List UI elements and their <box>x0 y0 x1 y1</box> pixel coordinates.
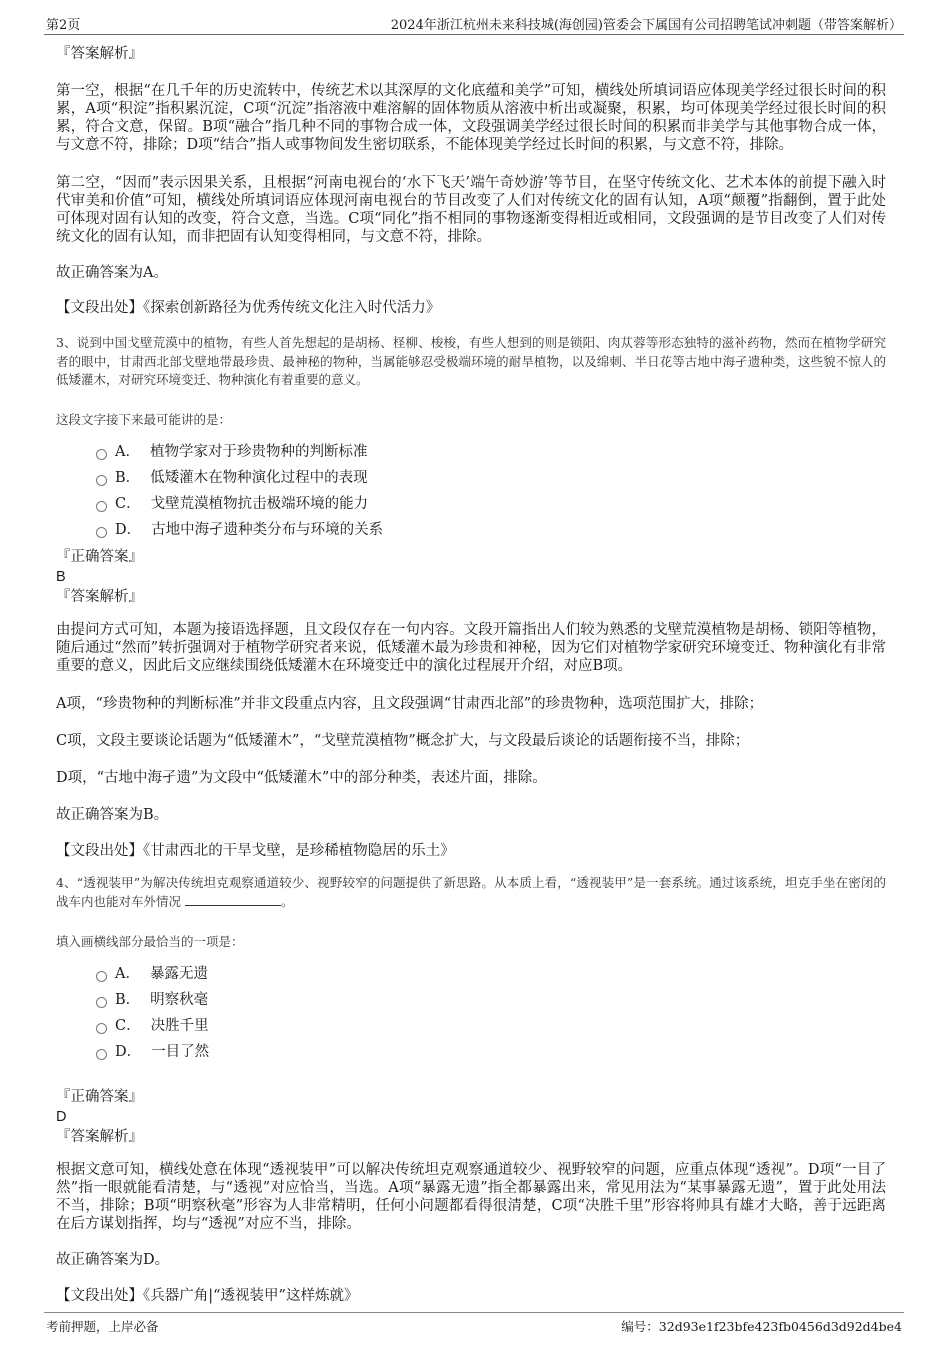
q3-answer: B <box>56 569 66 586</box>
q4-conclusion: 故正确答案为D。 <box>56 1252 170 1269</box>
q4-prompt: 填入画横线部分最恰当的一项是： <box>56 933 244 949</box>
radio-icon[interactable] <box>96 449 107 460</box>
q3-analysis-p3: C项，文段主要谈论话题为“低矮灌木”，“戈壁荒漠植物”概念扩大，与文段最后谈论的话题衔接不当，排除； <box>56 733 750 750</box>
prev-analysis-label: 『答案解析』 <box>56 46 143 62</box>
q4-analysis-p1: 根据文意可知，横线处意在体现“透视装甲”可以解决传统坦克观察通道较少、视野较窄的问题，应重点体现“透视”。D项“一目了然”指一眼就能看清楚，与“透视”对应恰当，当选。A项“暴露无遗”指全都暴露出来，常见用法为“某事暴露无遗”，置于此处用法不当，排除；B项“明察秋毫”形容为人非常精明，任何小问题都看得很清楚，C项“决胜千里”形容将帅具有雄才大略，善于远距离在后方谋划指挥，均与“透视”对应不当，排除。 <box>56 1162 886 1233</box>
q3-analysis-p2: A项，“珍贵物种的判断标准”并非文段重点内容，且文段强调“甘肃西北部”的珍贵物种，选项范围扩大，排除； <box>56 696 764 713</box>
q4-answer: D <box>56 1109 67 1126</box>
prev-analysis-p1: 第一空，根据“在几千年的历史流转中，传统艺术以其深厚的文化底蕴和美学”可知，横线处所填词语应体现美学经过很长时间的积累，A项“积淀”指积累沉淀，C项“沉淀”指溶液中难溶解的固体物质从溶液中析出或凝聚，积累，均可体现美学经过很长时间的积累，符合文意，保留。B项“融合”指几种不同的事物合成一体，文段强调美学经过很长时间的积累而非美学与其他事物合成一体，与文意不符，排除；D项“结合”指人或事物间发生密切联系，不能体现美学经过长时间的积累，与文意不符，排除。 <box>56 83 886 153</box>
radio-icon[interactable] <box>96 1049 107 1060</box>
q3-analysis-label: 『答案解析』 <box>56 589 143 606</box>
document-body <box>56 44 886 1305</box>
document-title: 2024年浙江杭州未来科技城(海创园)管委会下属国有公司招聘笔试冲刺题（带答案解析） <box>390 18 902 33</box>
page-header <box>44 12 904 35</box>
radio-icon[interactable] <box>96 971 107 982</box>
q4-source: 【文段出处】《兵器广角|“透视装甲”这样炼就》 <box>56 1288 359 1305</box>
radio-icon[interactable] <box>96 997 107 1008</box>
prev-conclusion: 故正确答案为A。 <box>56 265 168 281</box>
fill-blank <box>185 893 281 906</box>
q3-options <box>56 439 886 543</box>
q4-option-a[interactable]: A． 暴露无遗 <box>96 961 886 987</box>
q4-option-d[interactable]: D． 一目了然 <box>96 1039 886 1065</box>
page-number: 第2页 <box>46 18 81 33</box>
q3-analysis-p4: D项，“古地中海孑遗”为文段中“低矮灌木”中的部分种类，表述片面，排除。 <box>56 770 547 787</box>
q4-answer-label: 『正确答案』 <box>56 1089 143 1106</box>
radio-icon[interactable] <box>96 501 107 512</box>
q3-source: 【文段出处】《甘肃西北的干旱戈壁，是珍稀植物隐居的乐土》 <box>56 843 455 860</box>
footer-slogan: 考前押题，上岸必备 <box>46 1319 159 1334</box>
q4-option-c[interactable]: C． 决胜千里 <box>96 1013 886 1039</box>
document-code: 编号：32d93e1f23bfe423fb0456d3d92d4be4 <box>621 1319 902 1334</box>
q3-option-a[interactable]: A． 植物学家对于珍贵物种的判断标准 <box>96 439 886 465</box>
q4-stem: 4、“透视装甲”为解决传统坦克观察通道较少、视野较窄的问题提供了新思路。从本质上看，“透视装甲”是一套系统。通过该系统，坦克手坐在密闭的战车内也能对车外情况 。 <box>56 875 886 909</box>
q3-option-c[interactable]: C． 戈壁荒漠植物抗击极端环境的能力 <box>96 491 886 517</box>
q3-stem: 3、说到中国戈壁荒漠中的植物，有些人首先想起的是胡杨、柽柳、梭梭，有些人想到的则是锁阳、肉苁蓉等形态独特的滋补药物，然而在植物学研究者的眼中，甘肃西北部戈壁地带最珍贵、最神秘的物种，当属能够忍受极端环境的耐旱植物，以及绵刺、半日花等古地中海孑遗种类，这些貌不惊人的低矮灌木，对研究环境变迁、物种演化有着重要的意义。 <box>56 335 886 388</box>
q3-answer-label: 『正确答案』 <box>56 549 143 566</box>
prev-source: 【文段出处】《探索创新路径为优秀传统文化注入时代活力》 <box>56 300 441 316</box>
q4-analysis-label: 『答案解析』 <box>56 1129 143 1146</box>
radio-icon[interactable] <box>96 527 107 538</box>
radio-icon[interactable] <box>96 475 107 486</box>
radio-icon[interactable] <box>96 1023 107 1034</box>
q4-options <box>56 961 886 1065</box>
q4-option-b[interactable]: B． 明察秋毫 <box>96 987 886 1013</box>
prev-analysis-p2: 第二空，“因而”表示因果关系，且根据“河南电视台的‘水下飞天’端午奇妙游’等节目，在坚守传统文化、艺术本体的前提下融入时代审美和价值”可知，横线处所填词语应体现河南电视台的节目改变了人们对传统文化的固有认知，A项“颠覆”指翻倒，置于此处可体现对固有认知的改变，符合文意，当选。C项“同化”指不相同的事物逐渐变得相近或相同，文段强调的是节目改变了人们对传统文化的固有认知，而非把固有认知变得相同，与文意不符，排除。 <box>56 175 886 245</box>
q3-conclusion: 故正确答案为B。 <box>56 807 169 824</box>
q3-prompt: 这段文字接下来最可能讲的是： <box>56 411 232 427</box>
q3-option-b[interactable]: B． 低矮灌木在物种演化过程中的表现 <box>96 465 886 491</box>
page-footer <box>44 1312 904 1339</box>
q3-analysis-p1: 由提问方式可知，本题为接语选择题，且文段仅存在一句内容。文段开篇指出人们较为熟悉的戈壁荒漠植物是胡杨、锁阳等植物，随后通过“然而”转折强调对于植物学研究者来说，低矮灌木最为珍贵和神秘，因为它们对植物学家研究环境变迁、物种演化有非常重要的意义，因此后文应继续围绕低矮灌木在环境变迁中的演化过程展开介绍，对应B项。 <box>56 622 886 675</box>
q3-option-d[interactable]: D． 古地中海孑遗种类分布与环境的关系 <box>96 517 886 543</box>
